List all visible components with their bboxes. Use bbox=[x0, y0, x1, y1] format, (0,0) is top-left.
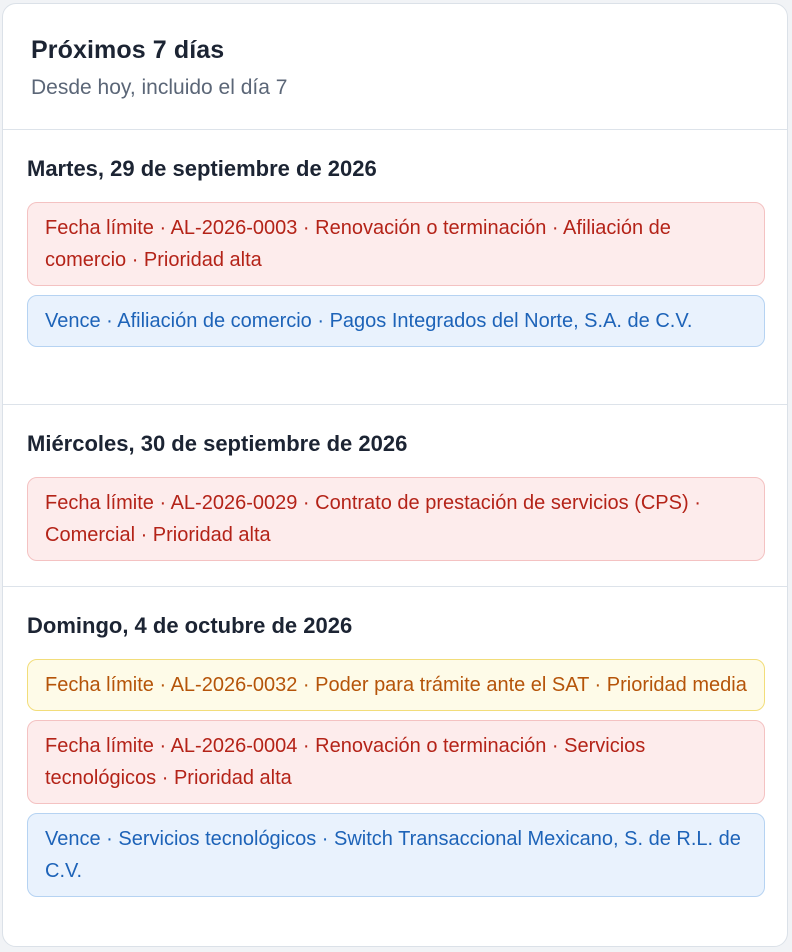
upcoming-panel bbox=[2, 3, 788, 947]
day-group-tuesday bbox=[3, 130, 787, 405]
event-item-deadline[interactable]: Fecha límite · AL-2026-0004 · Renovación o terminación · Servicios tecnológicos · Prioridad alta bbox=[27, 720, 765, 804]
event-item-deadline[interactable]: Fecha límite · AL-2026-0003 · Renovación o terminación · Afiliación de comercio · Prioridad alta bbox=[27, 202, 765, 286]
day-title: Martes, 29 de septiembre de 2026 bbox=[27, 156, 377, 181]
event-item-deadline[interactable]: Fecha límite · AL-2026-0029 · Contrato de prestación de servicios (CPS) · Comercial · Prioridad alta bbox=[27, 477, 765, 561]
day-title: Domingo, 4 de octubre de 2026 bbox=[27, 613, 353, 638]
event-item-expiry[interactable]: Vence · Servicios tecnológicos · Switch Transaccional Mexicano, S. de R.L. de C.V. bbox=[27, 813, 765, 897]
day-title: Miércoles, 30 de septiembre de 2026 bbox=[27, 431, 408, 456]
day-group-sunday bbox=[3, 587, 787, 944]
panel-subtitle: Desde hoy, incluido el día 7 bbox=[31, 76, 288, 99]
event-item-expiry[interactable]: Vence · Afiliación de comercio · Pagos Integrados del Norte, S.A. de C.V. bbox=[27, 295, 765, 347]
event-item-deadline[interactable]: Fecha límite · AL-2026-0032 · Poder para trámite ante el SAT · Prioridad media bbox=[27, 659, 765, 711]
panel-title: Próximos 7 días bbox=[31, 36, 225, 64]
day-group-wednesday bbox=[3, 405, 787, 587]
panel-header bbox=[3, 4, 787, 130]
